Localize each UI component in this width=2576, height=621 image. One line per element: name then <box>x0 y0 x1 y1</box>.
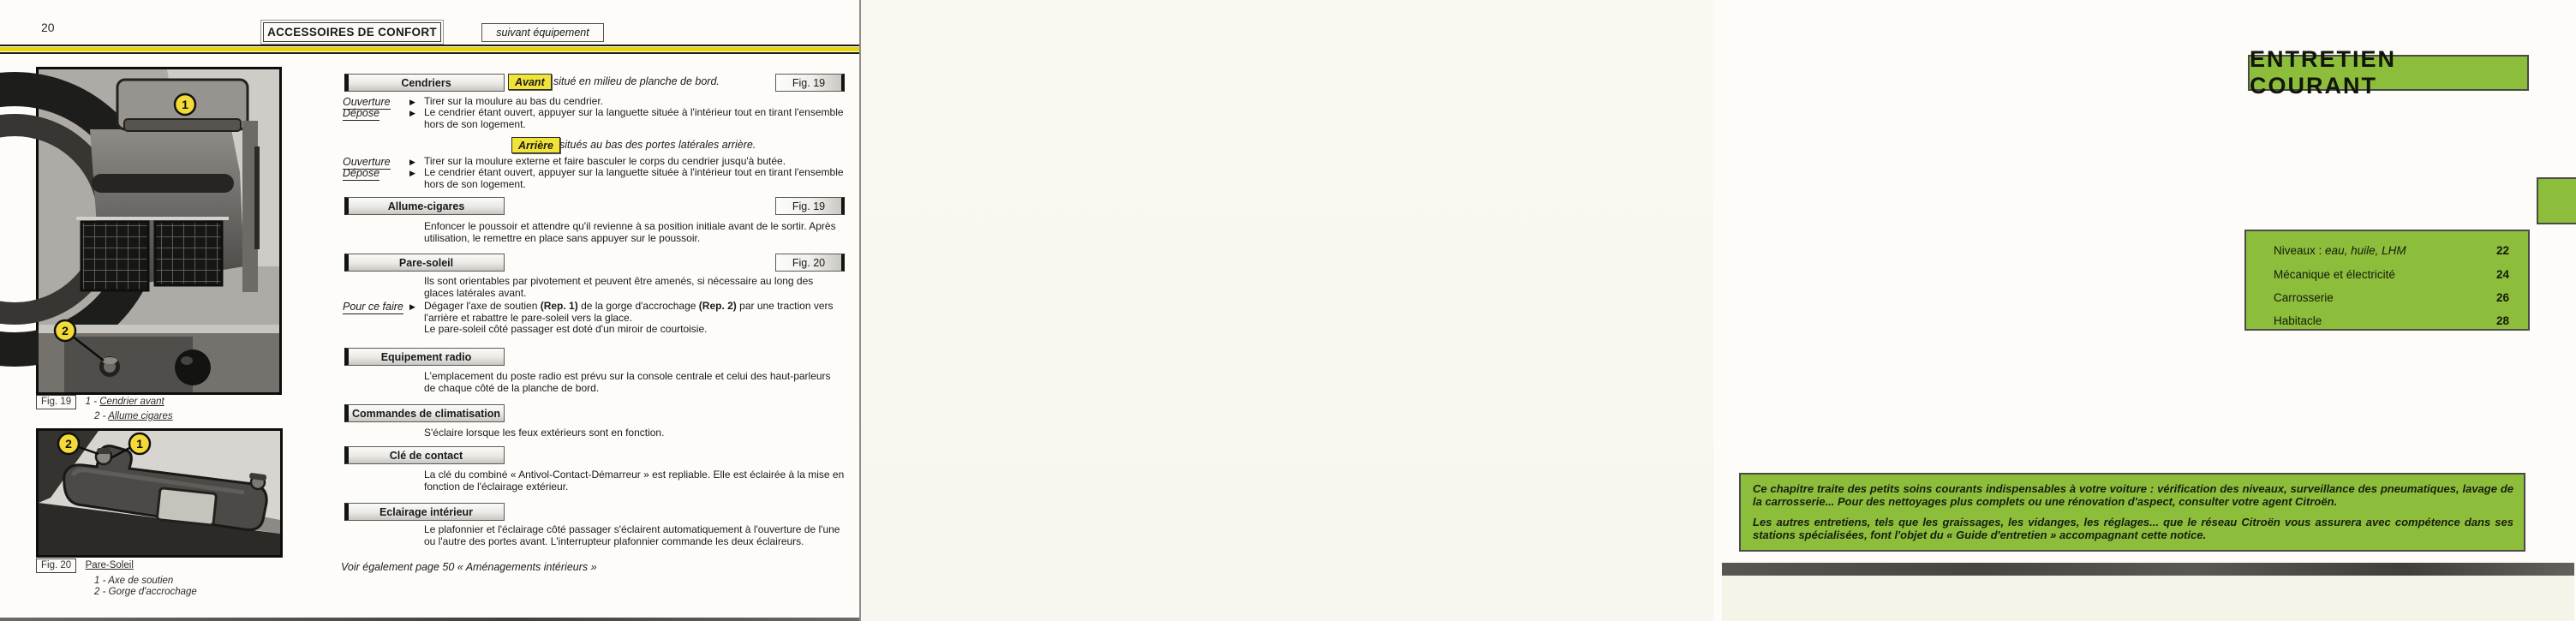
row-label: Ouverture <box>343 96 391 108</box>
section-cendriers-header <box>343 74 845 91</box>
caption-num: 2 - <box>94 410 106 421</box>
caption-text: Cendrier avant <box>99 397 164 407</box>
caption-text: Gorge d'accrochage <box>108 586 197 597</box>
svg-text:2: 2 <box>62 324 69 337</box>
section-allume-cigares-header <box>343 197 845 214</box>
caption-text: Axe de soutien <box>108 575 174 586</box>
section-title: Pare-soleil <box>398 256 454 269</box>
fig19-callout-1 <box>175 94 195 115</box>
row-label: Pour ce faire <box>343 301 403 313</box>
cle-text: La clé du combiné « Antivol-Contact-Démarreur » est repliable. Elle est éclairée à la mise en fonction de l'éclairage extérieur. <box>424 469 845 493</box>
section-heading <box>344 503 505 521</box>
pare-soleil-text: Ils sont orientables par pivotement et peuvent être amenés, si nécessaire au long des glaces latérales avant. <box>424 275 814 299</box>
toc-item-carrosserie <box>2274 291 2509 304</box>
eclairage-text: Le plafonnier et l'éclairage côté passager s'éclairent automatiquement à l'ouverture de l'une ou l'autre des portes avant. L'interrupteur plafonnier commande les deux éclaireurs. <box>424 523 840 547</box>
toc-item-niveaux <box>2274 244 2509 257</box>
section-title: Commandes de climatisation <box>352 407 500 420</box>
section-title: Allume-cigares <box>387 200 465 212</box>
fig19-callout-2 <box>55 320 75 341</box>
yellow-rule <box>0 45 859 54</box>
svg-text:1: 1 <box>136 437 143 451</box>
row-text-2: Le pare-soleil côté passager est doté d'un miroir de courtoisie. <box>424 323 708 335</box>
section-heading <box>344 74 505 92</box>
section-heading <box>344 348 505 366</box>
intro-paragraph-1: Ce chapitre traite des petits soins courants indispensables à votre voiture : vérification des niveaux, surveillance des pneumatiques, lavage de la carrosserie... Pour des nettoyages plus complets ou une rénovation d'aspect, consulter votre agent Citroën. <box>1753 482 2513 508</box>
toc-item-mecanique <box>2274 268 2509 281</box>
section-title: Equipement radio <box>380 350 472 363</box>
row-text: ▶ Le cendrier étant ouvert, appuyer sur la languette située à l'intérieur tout en tirant l'ensemble hors de son logement. <box>424 167 845 190</box>
left-page-bottom-edge <box>0 618 859 621</box>
row-text: ▶ Tirer sur la moulure externe et faire basculer le corps du cendrier jusqu'à butée. <box>424 156 845 168</box>
header-note-box <box>481 23 604 42</box>
fig19-photo <box>36 67 282 395</box>
fig19-caption <box>36 393 173 421</box>
section-pare-soleil-header <box>343 254 845 271</box>
radio-text: L'emplacement du poste radio est prévu sur la console centrale et celui des haut-parleurs de chaque côté de la planche de bord. <box>424 370 831 394</box>
row-text: ▶ Tirer sur la moulure au bas du cendrier. <box>424 96 845 108</box>
tag-arriere-line <box>343 137 845 154</box>
section-title: Cendriers <box>401 76 451 89</box>
section-cle-header <box>343 446 845 463</box>
section-climatisation-header <box>343 404 845 421</box>
fig19-tag: Fig. 19 <box>36 395 76 409</box>
fig20-callout-1 <box>129 433 150 454</box>
toc-item-habitacle <box>2274 314 2509 327</box>
section-heading <box>344 197 505 215</box>
toc-label: Mécanique et électricité <box>2274 268 2395 281</box>
caption-num: 2 - <box>94 586 106 597</box>
toc-label: Habitacle <box>2274 314 2322 327</box>
right-page-bottom-shadow <box>1722 563 2574 576</box>
section-heading <box>344 254 505 272</box>
fig-ref: Fig. 19 <box>775 74 845 92</box>
sun-visor-illustration <box>39 431 280 555</box>
right-page <box>861 0 2513 621</box>
fig20-caption <box>36 557 197 597</box>
row-text: ▶ Dégager l'axe de soutien (Rep. 1) de la gorge d'accrochage (Rep. 2) par une traction vers l'arrière et rabattre le pare-soleil vers la glace. Le pare-soleil côté passager est doté d'un miroir de courtoisie. <box>424 301 845 336</box>
section-title: Clé de contact <box>389 449 463 462</box>
caption-num: 1 - <box>85 397 98 407</box>
row-text: ▶ Le cendrier étant ouvert, appuyer sur la languette située à l'intérieur tout en tirant l'ensemble hors de son logement. <box>424 107 845 130</box>
toc-label: Niveaux : eau, huile, LHM <box>2274 244 2406 257</box>
see-also-note: Voir également page 50 « Aménagements intérieurs » <box>341 561 597 573</box>
section-index-tab <box>2537 177 2576 224</box>
fig20-tag: Fig. 20 <box>36 558 76 573</box>
intro-box <box>1739 473 2525 552</box>
toc-page: 26 <box>2495 291 2509 304</box>
climatisation-text: S'éclaire lorsque les feux extérieurs sont en fonction. <box>424 427 665 439</box>
caption-num: 1 - <box>94 575 106 586</box>
dashboard-illustration <box>39 69 279 392</box>
toc-box <box>2244 230 2530 331</box>
row-label: Ouverture <box>343 156 391 168</box>
intro-paragraph-2: Les autres entretiens, tels que les graissages, les vidanges, les réglages... que le réseau Citroën vous assurera avec compétence dans ses stations spécialisées, font l'objet du « Guide d'entretien » accompagnant cette notice. <box>1753 516 2513 541</box>
page-number: 20 <box>41 21 55 34</box>
caption-text: Allume cigares <box>108 410 173 421</box>
row-label: Dépose <box>343 167 380 179</box>
fig-ref: Fig. 19 <box>775 197 845 215</box>
toc-label: Carrosserie <box>2274 291 2334 304</box>
section-radio-header <box>343 348 845 365</box>
entretien-title: ENTRETIEN COURANT <box>2250 46 2397 99</box>
section-title: Eclairage intérieur <box>379 505 474 518</box>
section-heading <box>344 446 505 464</box>
allume-cigares-text: Enfoncer le poussoir et attendre qu'il revienne à sa position initiale avant de le sortir. Après utilisation, le remettre en place sans appuyer sur le poussoir. <box>424 220 836 244</box>
fig20-photo <box>36 428 283 558</box>
fig20-caption-title: Pare-Soleil <box>85 560 134 570</box>
toc-page: 24 <box>2495 268 2509 281</box>
entretien-title-box <box>2248 46 2529 99</box>
chapter-title: ACCESSOIRES DE CONFORT <box>267 26 437 39</box>
toc-page: 28 <box>2495 314 2509 327</box>
scan-background <box>1722 576 2574 621</box>
tag-arriere-note: situés au bas des portes latérales arrière. <box>559 139 756 151</box>
fig-ref: Fig. 20 <box>775 254 845 272</box>
svg-text:2: 2 <box>65 437 72 451</box>
row-label: Dépose <box>343 107 380 119</box>
svg-text:1: 1 <box>182 98 188 111</box>
tag-avant-note: situé en milieu de planche de bord. <box>553 75 720 87</box>
left-page <box>0 0 859 621</box>
tag-arriere: Arrière <box>511 137 560 153</box>
section-heading <box>344 404 505 422</box>
header-note: suivant équipement <box>496 27 589 39</box>
section-eclairage-header <box>343 503 845 520</box>
tag-avant: Avant <box>508 74 552 90</box>
fig20-callout-2 <box>58 433 79 454</box>
toc-page: 22 <box>2495 244 2509 257</box>
chapter-title-box <box>263 22 441 42</box>
